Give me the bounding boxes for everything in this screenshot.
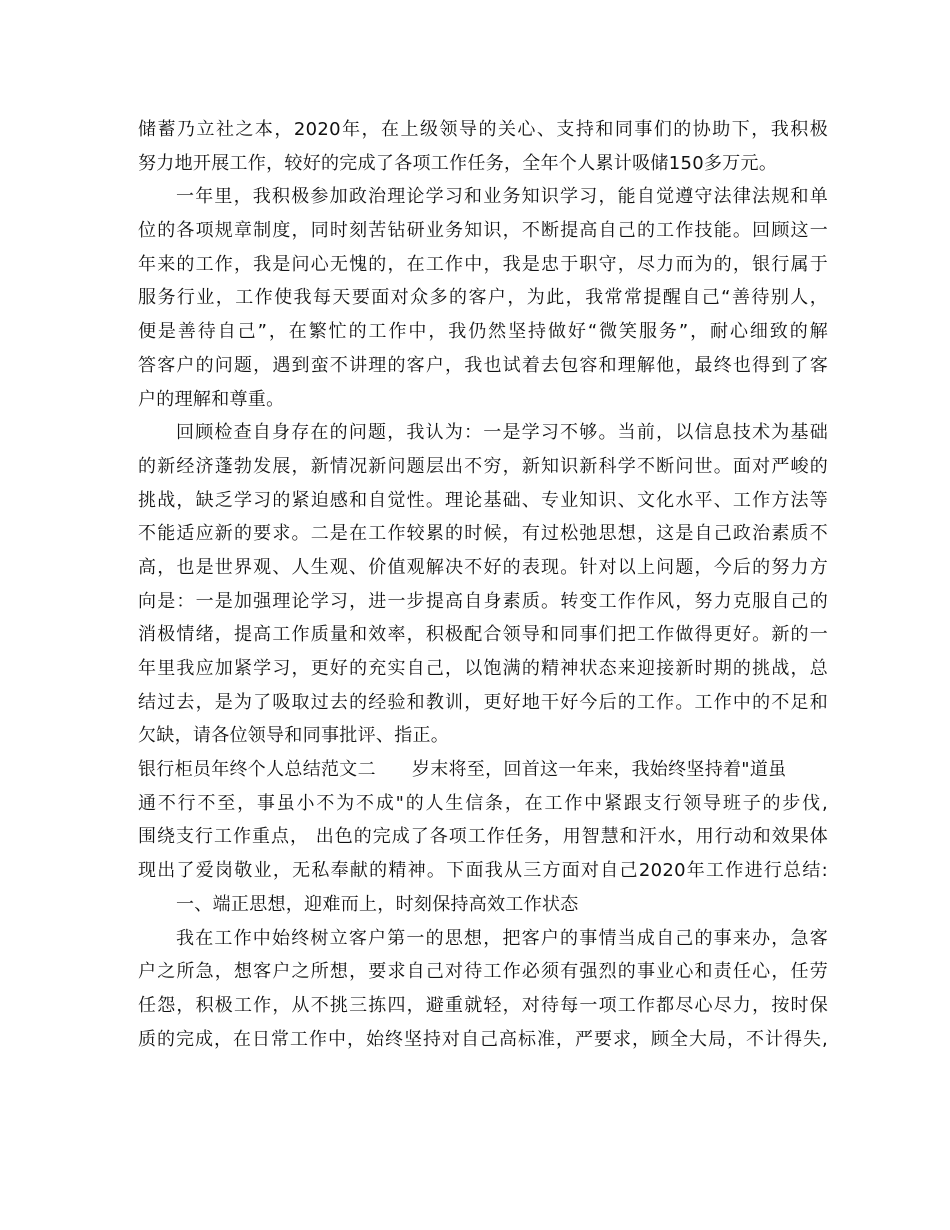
text-line: 服务行业，工作使我每天要面对众多的客户，为此，我常常提醒自己“善待别人， bbox=[138, 287, 828, 309]
text-line: 消极情绪，提高工作质量和效率，积极配合领导和同事们把工作做得更好。新的一 bbox=[138, 624, 828, 646]
text-line: 年来的工作，我是问心无愧的，在工作中，我是忠于职守，尽力而为的，银行属于 bbox=[138, 253, 828, 275]
text-line: 任怨，积极工作，从不挑三拣四，避重就轻，对待每一项工作都尽心尽力，按时保 bbox=[138, 994, 828, 1016]
text-line: 回顾检查自身存在的问题，我认为：一是学习不够。当前，以信息技术为基础 bbox=[176, 422, 828, 444]
text-line: 我在工作中始终树立客户第一的思想，把客户的事情当成自己的事来办，急客 bbox=[176, 927, 828, 949]
text-line: 向是：一是加强理论学习，进一步提高自身素质。转变工作作风，努力克服自己的 bbox=[138, 590, 828, 612]
text-line: 一、端正思想，迎难而上，时刻保持高效工作状态 bbox=[176, 893, 579, 915]
section-first-line: 岁末将至，回首这一年来，我始终坚持着"道虽 bbox=[411, 759, 787, 781]
text-line: 高，也是世界观、人生观、价值观解决不好的表现。针对以上问题，今后的努力方 bbox=[138, 556, 828, 578]
text-line: 欠缺，请各位领导和同事批评、指正。 bbox=[138, 725, 450, 747]
text-line: 户的理解和尊重。 bbox=[138, 388, 285, 410]
text-line: 年里我应加紧学习，更好的充实自己，以饱满的精神状态来迎接新时期的挑战，总 bbox=[138, 658, 828, 679]
text-line: 位的各项规章制度，同时刻苦钻研业务知识，不断提高自己的工作技能。回顾这一 bbox=[138, 220, 828, 242]
text-line: 围绕支行工作重点， 出色的完成了各项工作任务，用智慧和汗水，用行动和效果体 bbox=[138, 826, 828, 848]
document-body bbox=[138, 113, 828, 1056]
text-line: 努力地开展工作，较好的完成了各项工作任务，全年个人累计吸储150多万元。 bbox=[138, 152, 778, 174]
text-line: 不能适应新的要求。二是在工作较累的时候，有过松弛思想，这是自己政治素质不 bbox=[138, 523, 828, 545]
text-line: 储蓄乃立社之本，2020年，在上级领导的关心、支持和同事们的协助下，我积极 bbox=[138, 119, 828, 140]
text-line: 的新经济蓬勃发展，新情况新问题层出不穷，新知识新科学不断问世。面对严峻的 bbox=[138, 455, 828, 477]
text-line: 通不行不至，事虽小不为不成"的人生信条，在工作中紧跟支行领导班子的步伐, bbox=[138, 792, 828, 814]
text-line: 质的完成，在日常工作中，始终坚持对自己高标准，严要求，顾全大局，不计得失, bbox=[138, 1028, 828, 1050]
text-line: 答客户的问题，遇到蛮不讲理的客户，我也试着去包容和理解他，最终也得到了客 bbox=[138, 354, 828, 376]
text-line: 挑战，缺乏学习的紧迫感和自觉性。理论基础、专业知识、文化水平、工作方法等 bbox=[138, 489, 828, 511]
section-heading: 银行柜员年终个人总结范文二 bbox=[138, 759, 376, 781]
section-heading-line bbox=[138, 753, 828, 787]
text-line: 结过去，是为了吸取过去的经验和教训，更好地干好今后的工作。工作中的不足和 bbox=[138, 691, 828, 713]
text-line: 户之所急，想客户之所想，要求自己对待工作必须有强烈的事业心和责任心，任劳 bbox=[138, 961, 828, 983]
text-line: 便是善待自己”，在繁忙的工作中，我仍然坚持做好“微笑服务”，耐心细致的解 bbox=[138, 321, 828, 343]
text-line: 现出了爱岗敬业，无私奉献的精神。下面我从三方面对自己2020年工作进行总结: bbox=[138, 860, 828, 882]
text-line: 一年里，我积极参加政治理论学习和业务知识学习，能自觉遵守法律法规和单 bbox=[176, 186, 828, 208]
